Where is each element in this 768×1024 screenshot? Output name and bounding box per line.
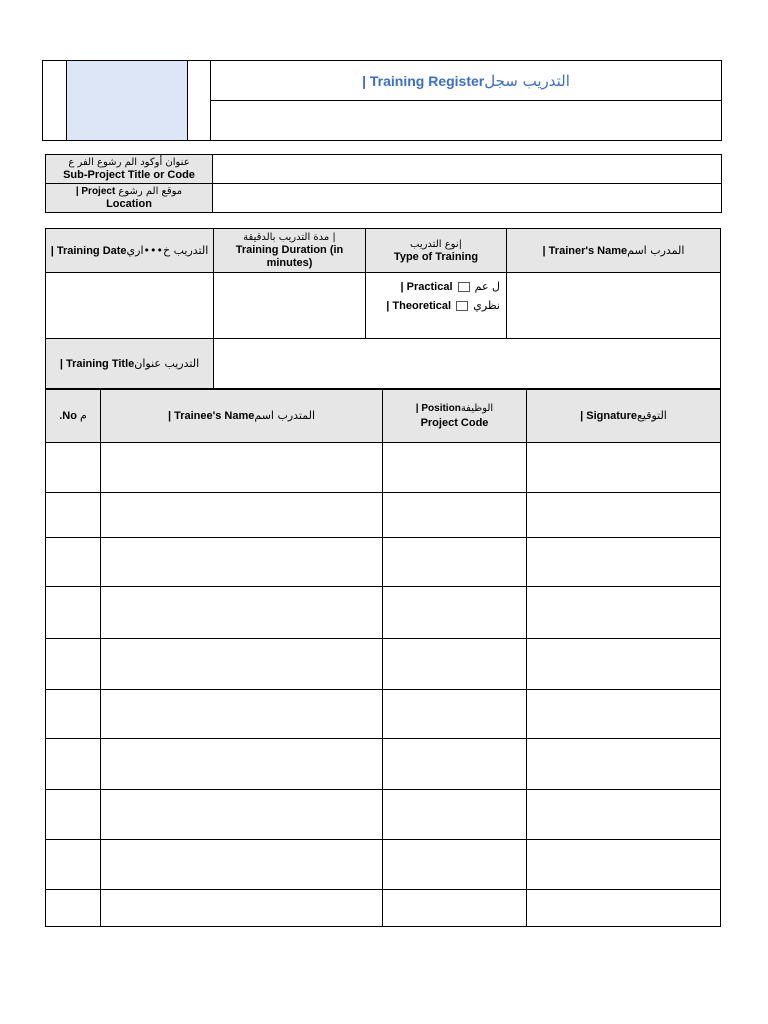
col-header-trainee-name-en: | Trainee's Name [167,410,255,422]
row-name-cell[interactable] [101,690,383,739]
table-row [46,690,721,739]
col-header-position [383,390,527,443]
row-name-cell[interactable] [101,890,383,927]
location-label-project: | Project [75,186,116,197]
location-field[interactable] [213,184,722,213]
table-row [46,443,721,493]
training-date-field[interactable] [46,273,214,339]
training-duration-field[interactable] [214,273,366,339]
header-spacer-cell [188,61,211,141]
table-row [46,587,721,639]
row-no-cell[interactable] [46,538,101,587]
form-title-ar: التدريب سجل [484,71,570,90]
sub-project-label-en: Sub-Project Title or Code [63,169,195,181]
row-no-cell[interactable] [46,739,101,790]
col-header-no-en: .No [59,410,77,422]
col-header-no [46,390,101,443]
col-header-trainee-name [101,390,383,443]
row-position-cell[interactable] [383,587,527,639]
location-label-ar: موقع الم رشوع [118,186,183,197]
project-info-table [45,154,722,213]
training-type-label-en: Type of Training [393,250,479,263]
row-position-cell[interactable] [383,840,527,890]
row-position-cell[interactable] [383,790,527,840]
training-title-label-en: | Training Title [59,357,135,370]
col-header-project-code: Project Code [420,417,489,429]
col-header-position-en: | Position [415,403,461,414]
row-no-cell[interactable] [46,493,101,538]
location-label [46,184,213,213]
sub-project-label [46,155,213,184]
row-signature-cell[interactable] [527,840,721,890]
row-position-cell[interactable] [383,493,527,538]
practical-option[interactable] [366,277,500,296]
row-position-cell[interactable] [383,538,527,587]
trainer-name-field[interactable] [507,273,721,339]
practical-label-en: | Practical [400,281,453,293]
row-no-cell[interactable] [46,840,101,890]
table-row [46,790,721,840]
trainer-name-label-ar: المدرب اسم [627,243,685,257]
form-title-en: | Training Register [362,72,485,89]
practical-checkbox[interactable] [458,282,470,292]
training-title-label-ar: التدريب عنوان [134,356,200,370]
row-position-cell[interactable] [383,443,527,493]
logo-placeholder [67,61,188,141]
row-no-cell[interactable] [46,690,101,739]
row-no-cell[interactable] [46,587,101,639]
trainer-name-label [507,229,721,273]
theoretical-checkbox[interactable] [456,301,468,311]
col-header-signature-ar: التوقيع [637,409,667,422]
sub-project-label-ar: عنوان أوكود الم رشوع الفر ع [68,157,190,168]
col-header-position-ar: الوظيفة [460,403,494,414]
training-type-label [366,229,507,273]
row-name-cell[interactable] [101,739,383,790]
row-name-cell[interactable] [101,538,383,587]
row-name-cell[interactable] [101,639,383,690]
trainees-table [45,389,721,927]
form-title [211,61,722,101]
row-no-cell[interactable] [46,443,101,493]
row-position-cell[interactable] [383,639,527,690]
row-position-cell[interactable] [383,690,527,739]
row-position-cell[interactable] [383,739,527,790]
row-signature-cell[interactable] [527,739,721,790]
training-title-label [46,339,214,389]
location-label-en: Location [106,198,152,210]
header-margin-cell [43,61,67,141]
table-row [46,739,721,790]
row-signature-cell[interactable] [527,587,721,639]
col-header-no-ar: م [79,409,87,422]
row-name-cell[interactable] [101,790,383,840]
col-header-trainee-name-ar: المتدرب اسم [254,409,316,422]
table-row [46,493,721,538]
row-signature-cell[interactable] [527,493,721,538]
row-name-cell[interactable] [101,840,383,890]
col-header-signature [527,390,721,443]
row-name-cell[interactable] [101,493,383,538]
row-name-cell[interactable] [101,443,383,493]
sub-project-field[interactable] [213,155,722,184]
table-row [46,538,721,587]
training-date-label [46,229,214,273]
row-signature-cell[interactable] [527,639,721,690]
theoretical-option[interactable] [366,296,500,315]
row-position-cell[interactable] [383,890,527,927]
row-no-cell[interactable] [46,790,101,840]
table-row [46,890,721,927]
trainer-name-label-en: | Trainer's Name [542,244,628,257]
row-signature-cell[interactable] [527,690,721,739]
training-type-options [366,273,507,339]
table-row [46,639,721,690]
row-no-cell[interactable] [46,890,101,927]
training-date-label-en: | Training Date [50,244,127,257]
training-type-label-ar: نوع التدريب| [410,238,462,250]
row-no-cell[interactable] [46,639,101,690]
practical-label-ar: ل عم [474,280,500,293]
theoretical-label-en: | Theoretical [386,300,452,312]
training-duration-label-ar: مدة التدريب بالدقيقة | [243,232,336,243]
header-subtitle-cell [211,101,722,141]
col-header-signature-en: | Signature [580,410,638,422]
row-name-cell[interactable] [101,587,383,639]
row-signature-cell[interactable] [527,890,721,927]
training-title-field[interactable] [214,339,721,389]
table-row [46,840,721,890]
row-signature-cell[interactable] [527,790,721,840]
row-signature-cell[interactable] [527,443,721,493]
form-header [42,60,722,141]
row-signature-cell[interactable] [527,538,721,587]
theoretical-label-ar: نظري [473,299,500,312]
training-details-table [45,228,721,389]
training-duration-label-en: Training Duration (in minutes) [235,244,344,269]
training-date-label-ar: التدريب خ•••اري [126,243,209,257]
training-duration-label [214,229,366,273]
